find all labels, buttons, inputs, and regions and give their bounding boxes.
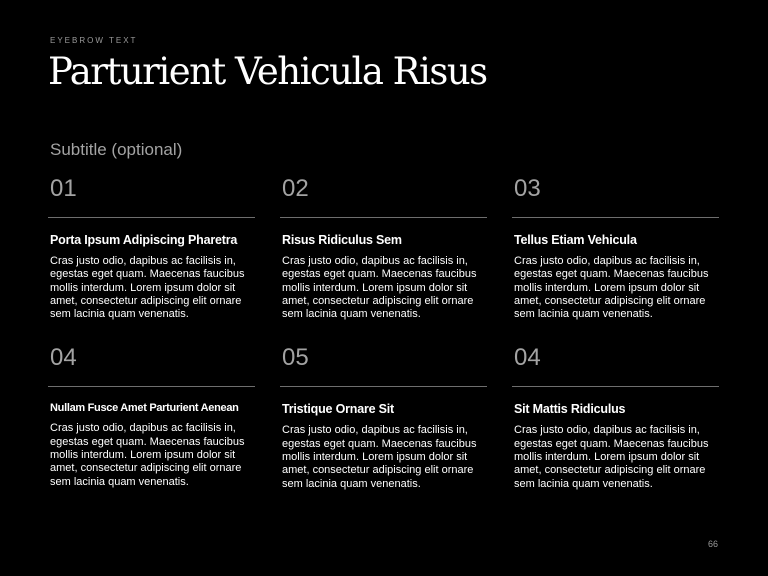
card-divider xyxy=(512,217,719,218)
card-title: Risus Ridiculus Sem xyxy=(282,233,402,247)
card-divider xyxy=(280,217,487,218)
card-divider xyxy=(512,386,719,387)
card-title: Tellus Etiam Vehicula xyxy=(514,233,637,247)
card-body: Cras justo odio, dapibus ac facilisis in, egestas eget quam. Maecenas faucibus mollis interdum. Lorem ipsum dolor sit amet, consectetur adipiscing elit ornare sem lacinia quam venenatis. xyxy=(514,424,709,490)
card-title: Nullam Fusce Amet Parturient Aenean xyxy=(50,402,239,415)
card-number: 03 xyxy=(514,175,541,202)
card-body: Cras justo odio, dapibus ac facilisis in, egestas eget quam. Maecenas faucibus mollis interdum. Lorem ipsum dolor sit amet, consectetur adipiscing elit ornare sem lacinia quam venenatis. xyxy=(50,422,245,488)
card-number: 04 xyxy=(514,344,541,372)
card-divider xyxy=(280,386,487,387)
card-5 xyxy=(280,341,487,490)
card-number: 02 xyxy=(282,175,309,202)
card-1 xyxy=(48,172,255,321)
card-2 xyxy=(280,172,487,321)
card-6 xyxy=(512,341,719,490)
card-title: Tristique Ornare Sit xyxy=(282,402,395,417)
card-4 xyxy=(48,341,255,490)
card-body: Cras justo odio, dapibus ac facilisis in, egestas eget quam. Maecenas faucibus mollis interdum. Lorem ipsum dolor sit amet, consectetur adipiscing elit ornare sem lacinia quam venenatis. xyxy=(282,255,477,321)
card-body: Cras justo odio, dapibus ac facilisis in, egestas eget quam. Maecenas faucibus mollis interdum. Lorem ipsum dolor sit amet, consectetur adipiscing elit ornare sem lacinia quam venenatis. xyxy=(514,255,709,321)
slide-subtitle: Subtitle (optional) xyxy=(50,140,183,159)
slide-title: Parturient Vehicula Risus xyxy=(48,50,487,93)
eyebrow-text: EYEBROW TEXT xyxy=(50,36,138,45)
card-title: Sit Mattis Ridiculus xyxy=(514,402,626,417)
card-body: Cras justo odio, dapibus ac facilisis in, egestas eget quam. Maecenas faucibus mollis interdum. Lorem ipsum dolor sit amet, consectetur adipiscing elit ornare sem lacinia quam venenatis. xyxy=(282,424,477,490)
card-divider xyxy=(48,217,255,218)
card-divider xyxy=(48,386,255,387)
card-body: Cras justo odio, dapibus ac facilisis in, egestas eget quam. Maecenas faucibus mollis interdum. Lorem ipsum dolor sit amet, consectetur adipiscing elit ornare sem lacinia quam venenatis. xyxy=(50,255,245,321)
card-number: 01 xyxy=(50,175,77,202)
card-title: Porta Ipsum Adipiscing Pharetra xyxy=(50,233,238,247)
page-number: 66 xyxy=(707,539,718,549)
card-grid xyxy=(48,172,720,491)
card-3 xyxy=(512,172,719,321)
card-number: 05 xyxy=(282,344,309,372)
card-number: 04 xyxy=(50,344,77,372)
